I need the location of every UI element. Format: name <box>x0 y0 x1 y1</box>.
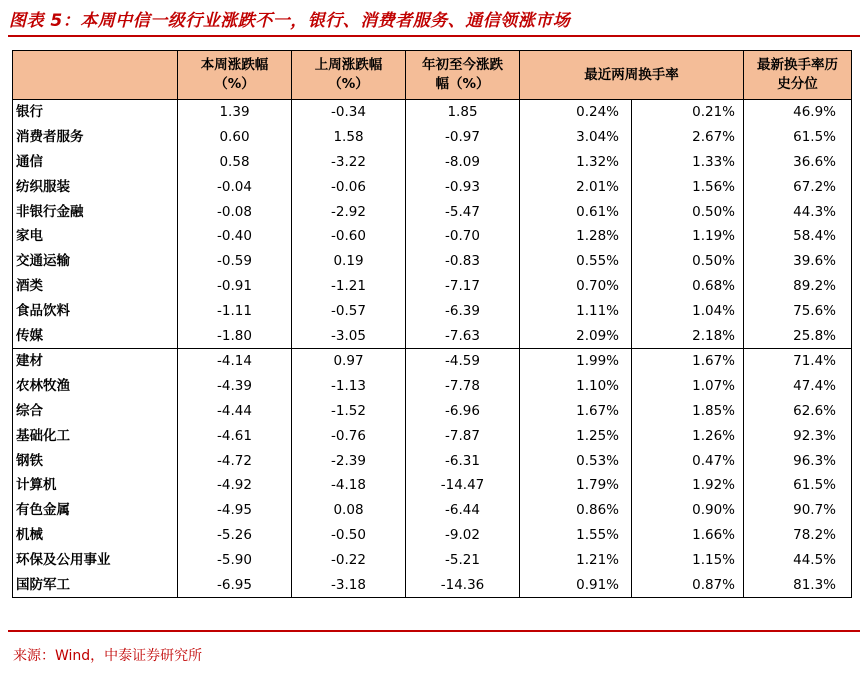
ytd-change: -14.47 <box>406 473 520 498</box>
ytd-change: -5.47 <box>406 199 520 224</box>
turnover-week-2: 1.26% <box>632 423 744 448</box>
turnover-week-2: 1.56% <box>632 174 744 199</box>
ytd-change: -6.39 <box>406 298 520 323</box>
ytd-change: -7.63 <box>406 323 520 348</box>
industry-name: 国防军工 <box>13 572 178 597</box>
industry-name: 银行 <box>13 100 178 125</box>
turnover-week-1: 1.79% <box>520 473 632 498</box>
turnover-week-2: 1.07% <box>632 374 744 399</box>
turnover-percentile: 96.3% <box>744 448 852 473</box>
turnover-week-2: 1.66% <box>632 523 744 548</box>
ytd-change: -0.93 <box>406 174 520 199</box>
prev-week-change: -0.60 <box>292 224 406 249</box>
table-row <box>13 323 852 348</box>
industry-name: 基础化工 <box>13 423 178 448</box>
turnover-week-1: 0.61% <box>520 199 632 224</box>
turnover-percentile: 47.4% <box>744 374 852 399</box>
turnover-percentile: 44.5% <box>744 547 852 572</box>
industry-name: 有色金属 <box>13 498 178 523</box>
turnover-week-1: 1.32% <box>520 150 632 175</box>
table-row <box>13 547 852 572</box>
header-industry <box>13 51 178 100</box>
industry-name: 农林牧渔 <box>13 374 178 399</box>
table-row <box>13 523 852 548</box>
turnover-percentile: 67.2% <box>744 174 852 199</box>
ytd-change: -7.17 <box>406 274 520 299</box>
turnover-percentile: 90.7% <box>744 498 852 523</box>
prev-week-change: -0.06 <box>292 174 406 199</box>
week-change: 1.39 <box>178 100 292 125</box>
industry-name: 通信 <box>13 150 178 175</box>
turnover-percentile: 61.5% <box>744 125 852 150</box>
turnover-week-1: 1.55% <box>520 523 632 548</box>
turnover-percentile: 92.3% <box>744 423 852 448</box>
table-row <box>13 199 852 224</box>
turnover-percentile: 58.4% <box>744 224 852 249</box>
header-ytd-change: 年初至今涨跌 幅（%） <box>406 51 520 100</box>
table-row <box>13 100 852 125</box>
table-row <box>13 224 852 249</box>
week-change: -4.61 <box>178 423 292 448</box>
ytd-change: -8.09 <box>406 150 520 175</box>
week-change: -4.95 <box>178 498 292 523</box>
prev-week-change: -0.76 <box>292 423 406 448</box>
turnover-week-1: 0.91% <box>520 572 632 597</box>
turnover-percentile: 89.2% <box>744 274 852 299</box>
turnover-week-1: 3.04% <box>520 125 632 150</box>
industry-name: 建材 <box>13 348 178 373</box>
turnover-percentile: 62.6% <box>744 399 852 424</box>
ytd-change: -7.78 <box>406 374 520 399</box>
turnover-week-1: 1.11% <box>520 298 632 323</box>
turnover-week-2: 0.21% <box>632 100 744 125</box>
industry-name: 机械 <box>13 523 178 548</box>
week-change: -1.80 <box>178 323 292 348</box>
turnover-week-2: 0.50% <box>632 199 744 224</box>
industry-name: 综合 <box>13 399 178 424</box>
table-row <box>13 298 852 323</box>
prev-week-change: 0.19 <box>292 249 406 274</box>
turnover-week-2: 0.87% <box>632 572 744 597</box>
week-change: -4.39 <box>178 374 292 399</box>
table-row <box>13 274 852 299</box>
industry-name: 计算机 <box>13 473 178 498</box>
table-row <box>13 473 852 498</box>
turnover-week-2: 2.67% <box>632 125 744 150</box>
prev-week-change: -3.22 <box>292 150 406 175</box>
ytd-change: -0.83 <box>406 249 520 274</box>
table-row <box>13 498 852 523</box>
ytd-change: -4.59 <box>406 348 520 373</box>
industry-name: 家电 <box>13 224 178 249</box>
prev-week-change: -0.50 <box>292 523 406 548</box>
turnover-week-1: 1.10% <box>520 374 632 399</box>
ytd-change: -0.97 <box>406 125 520 150</box>
source-note: 来源：Wind，中泰证券研究所 <box>13 648 203 664</box>
industry-name: 环保及公用事业 <box>13 547 178 572</box>
header-week-change: 本周涨跌幅 （%） <box>178 51 292 100</box>
turnover-week-2: 2.18% <box>632 323 744 348</box>
prev-week-change: 0.97 <box>292 348 406 373</box>
ytd-change: -5.21 <box>406 547 520 572</box>
turnover-week-2: 1.33% <box>632 150 744 175</box>
table-row <box>13 423 852 448</box>
table-row <box>13 125 852 150</box>
turnover-week-1: 1.21% <box>520 547 632 572</box>
table-body <box>13 100 852 598</box>
week-change: -0.04 <box>178 174 292 199</box>
turnover-week-2: 0.47% <box>632 448 744 473</box>
week-change: 0.58 <box>178 150 292 175</box>
turnover-week-1: 1.67% <box>520 399 632 424</box>
title-divider <box>8 35 860 37</box>
table-row <box>13 249 852 274</box>
turnover-percentile: 78.2% <box>744 523 852 548</box>
industry-name: 交通运输 <box>13 249 178 274</box>
table-row <box>13 174 852 199</box>
table-row <box>13 348 852 373</box>
industry-name: 传媒 <box>13 323 178 348</box>
table-row <box>13 374 852 399</box>
prev-week-change: -2.92 <box>292 199 406 224</box>
prev-week-change: 1.58 <box>292 125 406 150</box>
header-turnover-percentile: 最新换手率历 史分位 <box>744 51 852 100</box>
header-turnover-two-weeks: 最近两周换手率 <box>520 51 744 100</box>
prev-week-change: -1.21 <box>292 274 406 299</box>
week-change: 0.60 <box>178 125 292 150</box>
prev-week-change: -2.39 <box>292 448 406 473</box>
week-change: -5.90 <box>178 547 292 572</box>
table-header-row <box>13 51 852 100</box>
turnover-week-2: 1.67% <box>632 348 744 373</box>
industry-name: 食品饮料 <box>13 298 178 323</box>
header-prev-week-change: 上周涨跌幅 （%） <box>292 51 406 100</box>
ytd-change: -0.70 <box>406 224 520 249</box>
prev-week-change: -3.05 <box>292 323 406 348</box>
week-change: -6.95 <box>178 572 292 597</box>
turnover-percentile: 36.6% <box>744 150 852 175</box>
turnover-week-2: 0.68% <box>632 274 744 299</box>
turnover-week-1: 0.53% <box>520 448 632 473</box>
turnover-percentile: 75.6% <box>744 298 852 323</box>
turnover-week-2: 1.15% <box>632 547 744 572</box>
table-row <box>13 448 852 473</box>
prev-week-change: 0.08 <box>292 498 406 523</box>
turnover-week-1: 2.09% <box>520 323 632 348</box>
turnover-week-2: 1.19% <box>632 224 744 249</box>
turnover-week-1: 1.28% <box>520 224 632 249</box>
ytd-change: 1.85 <box>406 100 520 125</box>
week-change: -4.92 <box>178 473 292 498</box>
ytd-change: -6.44 <box>406 498 520 523</box>
week-change: -5.26 <box>178 523 292 548</box>
week-change: -0.59 <box>178 249 292 274</box>
turnover-week-1: 1.99% <box>520 348 632 373</box>
week-change: -0.08 <box>178 199 292 224</box>
turnover-percentile: 81.3% <box>744 572 852 597</box>
week-change: -4.14 <box>178 348 292 373</box>
table-row <box>13 572 852 597</box>
ytd-change: -14.36 <box>406 572 520 597</box>
turnover-week-1: 0.55% <box>520 249 632 274</box>
turnover-percentile: 25.8% <box>744 323 852 348</box>
prev-week-change: -4.18 <box>292 473 406 498</box>
prev-week-change: -0.34 <box>292 100 406 125</box>
industry-name: 酒类 <box>13 274 178 299</box>
prev-week-change: -0.22 <box>292 547 406 572</box>
turnover-week-1: 0.86% <box>520 498 632 523</box>
prev-week-change: -1.52 <box>292 399 406 424</box>
week-change: -0.91 <box>178 274 292 299</box>
turnover-week-1: 0.70% <box>520 274 632 299</box>
week-change: -4.72 <box>178 448 292 473</box>
prev-week-change: -1.13 <box>292 374 406 399</box>
ytd-change: -6.96 <box>406 399 520 424</box>
prev-week-change: -3.18 <box>292 572 406 597</box>
turnover-week-2: 1.92% <box>632 473 744 498</box>
turnover-week-2: 1.04% <box>632 298 744 323</box>
table-row <box>13 399 852 424</box>
turnover-week-1: 0.24% <box>520 100 632 125</box>
figure-title: 图表 5：本周中信一级行业涨跌不一，银行、消费者服务、通信领涨市场 <box>9 11 571 31</box>
ytd-change: -9.02 <box>406 523 520 548</box>
turnover-percentile: 61.5% <box>744 473 852 498</box>
industry-name: 纺织服装 <box>13 174 178 199</box>
week-change: -4.44 <box>178 399 292 424</box>
footer-divider <box>8 630 860 632</box>
industry-name: 非银行金融 <box>13 199 178 224</box>
table-row <box>13 150 852 175</box>
turnover-week-1: 1.25% <box>520 423 632 448</box>
ytd-change: -6.31 <box>406 448 520 473</box>
prev-week-change: -0.57 <box>292 298 406 323</box>
industry-performance-table <box>12 50 852 598</box>
turnover-week-2: 0.50% <box>632 249 744 274</box>
week-change: -0.40 <box>178 224 292 249</box>
turnover-week-2: 0.90% <box>632 498 744 523</box>
industry-name: 钢铁 <box>13 448 178 473</box>
turnover-week-1: 2.01% <box>520 174 632 199</box>
turnover-percentile: 39.6% <box>744 249 852 274</box>
turnover-percentile: 46.9% <box>744 100 852 125</box>
week-change: -1.11 <box>178 298 292 323</box>
turnover-percentile: 71.4% <box>744 348 852 373</box>
turnover-percentile: 44.3% <box>744 199 852 224</box>
industry-name: 消费者服务 <box>13 125 178 150</box>
turnover-week-2: 1.85% <box>632 399 744 424</box>
ytd-change: -7.87 <box>406 423 520 448</box>
